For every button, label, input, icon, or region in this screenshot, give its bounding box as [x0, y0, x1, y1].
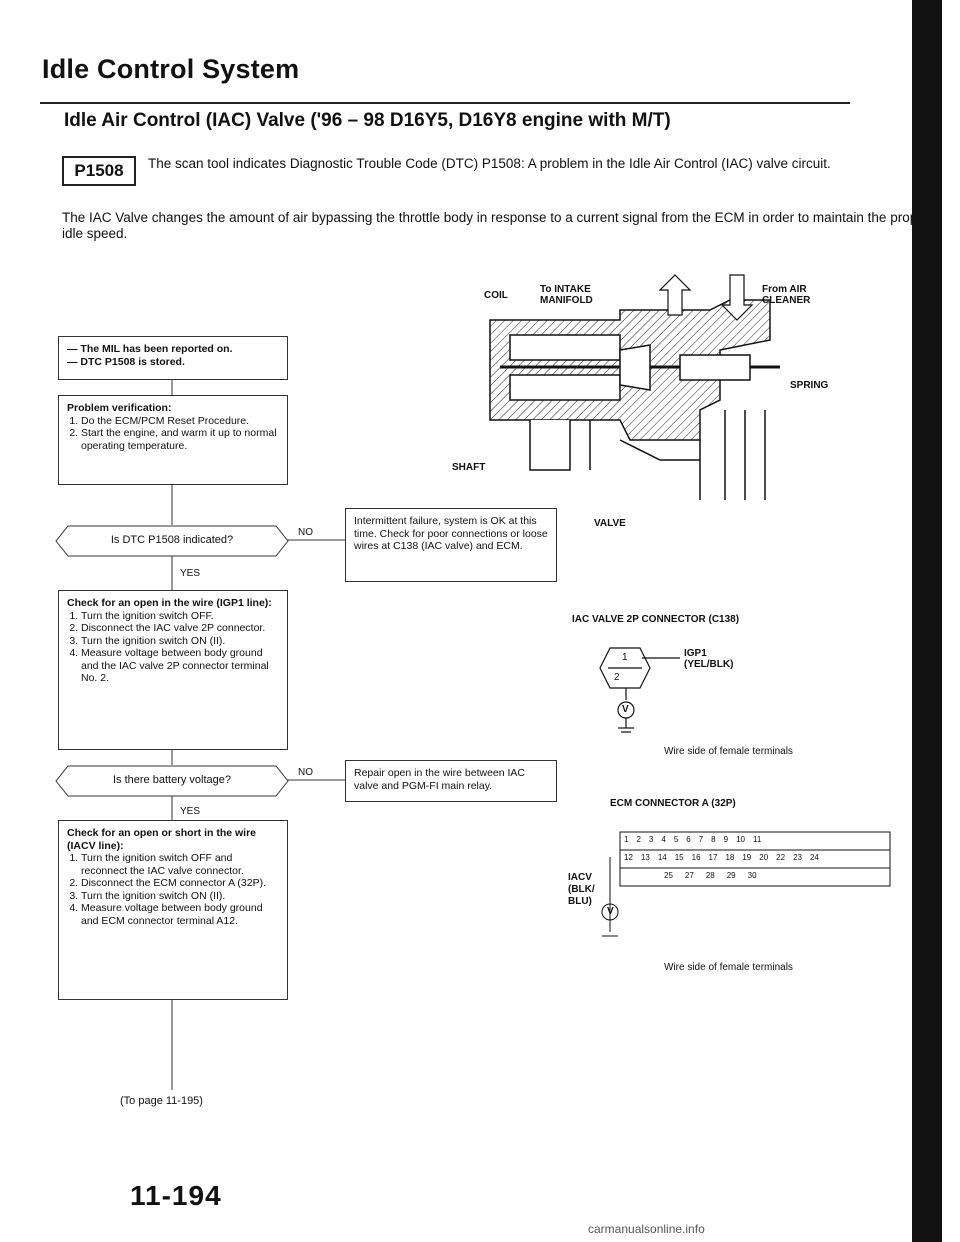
connector2-row-2 — [624, 853, 819, 862]
pin-14: 14 — [657, 853, 667, 862]
check2-step-3: 3. Turn the ignition switch ON (II). — [81, 890, 279, 903]
pin-15: 15 — [674, 853, 684, 862]
pin-25: 25 — [664, 871, 673, 880]
pin-28: 28 — [705, 871, 715, 880]
pin-20: 20 — [759, 853, 769, 862]
pin-10: 10 — [736, 835, 745, 844]
pin-3: 3 — [648, 835, 654, 844]
label-from-air: From AIR CLEANER — [762, 284, 811, 306]
continue-note: (To page 11-195) — [120, 1095, 203, 1107]
pin-22: 22 — [776, 853, 786, 862]
pin-1: 1 — [624, 835, 629, 844]
connector2-title: ECM CONNECTOR A (32P) — [610, 798, 736, 809]
pin-19: 19 — [742, 853, 752, 862]
connector1-pin-1: 1 — [622, 652, 628, 663]
verify-step-1: 1. Do the ECM/PCM Reset Procedure. — [81, 415, 279, 428]
connector1-title: IAC VALVE 2P CONNECTOR (C138) — [572, 614, 740, 625]
label-valve: VALVE — [594, 518, 626, 529]
check-igp1-box — [58, 590, 288, 750]
connector2-caption: Wire side of female terminals — [664, 962, 793, 973]
connector1-pin-2: 2 — [614, 672, 620, 683]
intermittent-failure-box: Intermittent failure, system is OK at this time. Check for poor connections or loose wires at C138 (IAC valve) and ECM. — [345, 508, 557, 582]
pin-30: 30 — [747, 871, 757, 880]
section-subtitle: Idle Air Control (IAC) Valve ('96 – 98 D16Y5, D16Y8 engine with M/T) — [64, 110, 671, 131]
pin-16: 16 — [691, 853, 701, 862]
check-iacv-box — [58, 820, 288, 1000]
pin-8: 8 — [711, 835, 716, 844]
dtc-code-badge: P1508 — [62, 156, 136, 186]
decision-1-text: Is DTC P1508 indicated? — [110, 534, 234, 546]
page-number: 11-194 — [130, 1180, 222, 1211]
decision-1-no: NO — [298, 527, 313, 538]
check2-step-2: 2. Disconnect the ECM connector A (32P). — [81, 877, 279, 890]
decision-1-yes: YES — [180, 568, 201, 579]
pin-27: 27 — [684, 871, 694, 880]
check1-step-3: 3. Turn the ignition switch ON (II). — [81, 635, 279, 648]
verify-step-2: 2. Start the engine, and warm it up to normal operating temperature. — [81, 427, 279, 452]
watermark: carmanualsonline.info — [588, 1222, 705, 1236]
decision-2-text: Is there battery voltage? — [112, 774, 231, 786]
pin-23: 23 — [793, 853, 802, 862]
label-to-intake: To INTAKE MANIFOLD — [540, 284, 593, 306]
pin-18: 18 — [725, 853, 735, 862]
pin-24: 24 — [809, 853, 819, 862]
connector1-caption: Wire side of female terminals — [664, 746, 793, 757]
connector2-wire: IACV (BLK/ BLU) — [568, 872, 595, 907]
pin-13: 13 — [640, 853, 650, 862]
check2-step-1: 1. Turn the ignition switch OFF and reconnect the IAC valve connector. — [81, 852, 279, 877]
check1-step-1: 1. Turn the ignition switch OFF. — [81, 610, 279, 623]
iac-valve-diagram — [470, 270, 870, 520]
page-title: Idle Control System — [42, 54, 300, 84]
decision-2-yes: YES — [180, 806, 201, 817]
dtc-description: The scan tool indicates Diagnostic Trouble Code (DTC) P1508: A problem in the Idle Air Control (IAC) valve circuit. — [148, 156, 831, 171]
pin-12: 12 — [624, 853, 633, 862]
check1-step-4: 4. Measure voltage between body ground and the IAC valve 2P connector terminal No. 2. — [81, 647, 279, 685]
connector1-meter: V — [622, 704, 629, 715]
check1-step-2: 2. Disconnect the IAC valve 2P connector. — [81, 622, 279, 635]
connector1-graphic — [590, 628, 710, 738]
connector2-meter: V — [607, 906, 614, 917]
pin-17: 17 — [708, 853, 718, 862]
connector1-wire: IGP1 (YEL/BLK) — [684, 648, 734, 670]
verify-title: Problem verification: — [67, 402, 172, 414]
check2-title: Check for an open or short in the wire (IACV line): — [67, 827, 257, 852]
repair-open-box: Repair open in the wire between IAC valve and PGM-FI main relay. — [345, 760, 557, 802]
connector2-row-3 — [664, 871, 757, 880]
check2-step-4: 4. Measure voltage between body ground and ECM connector terminal A12. — [81, 902, 279, 927]
start-line-1: — The MIL has been reported on. — [67, 343, 233, 355]
flow-start-box — [58, 336, 288, 380]
check1-title: Check for an open in the wire (IGP1 line): — [67, 597, 272, 609]
label-coil: COIL — [484, 290, 508, 301]
system-description: The IAC Valve changes the amount of air bypassing the throttle body in response to a current signal from the ECM in order to maintain the proper idle speed. — [62, 210, 930, 241]
pin-5: 5 — [673, 835, 679, 844]
label-shaft: SHAFT — [452, 462, 486, 473]
pin-4: 4 — [661, 835, 666, 844]
pin-7: 7 — [698, 835, 704, 844]
label-spring: SPRING — [790, 380, 829, 391]
pin-11: 11 — [752, 835, 762, 844]
start-line-2: — DTC P1508 is stored. — [67, 355, 185, 368]
decision-2-no: NO — [298, 767, 313, 778]
pin-9: 9 — [723, 835, 729, 844]
connector2-row-1 — [624, 835, 761, 844]
problem-verification-box — [58, 395, 288, 485]
pin-29: 29 — [726, 871, 736, 880]
pin-6: 6 — [686, 835, 691, 844]
pin-2: 2 — [636, 835, 641, 844]
